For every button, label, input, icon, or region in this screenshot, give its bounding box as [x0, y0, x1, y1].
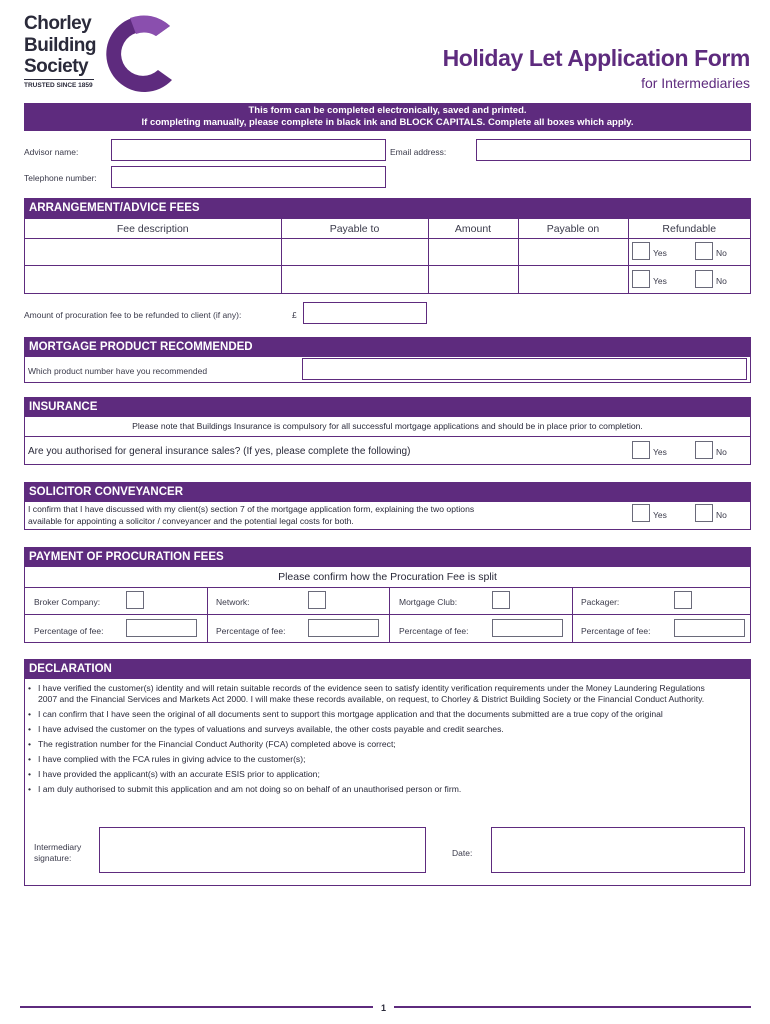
mortgage-club-checkbox[interactable] — [492, 591, 510, 609]
solicitor-yes-label: Yes — [653, 510, 667, 520]
network-percentage-input[interactable] — [308, 619, 379, 637]
list-item: • I am duly authorised to submit this application and am not doing so on behalf of an unauthorised person or firm. — [25, 784, 710, 795]
list-item: • I have provided the applicant(s) with an accurate ESIS prior to application; — [25, 769, 710, 780]
network-label: Network: — [216, 597, 250, 607]
club-percentage-input[interactable] — [492, 619, 563, 637]
amount-input[interactable] — [428, 266, 518, 293]
signature-label-line2: signature: — [34, 853, 72, 863]
advisor-name-label: Advisor name: — [24, 147, 79, 157]
signature-input[interactable] — [99, 827, 426, 873]
refundable-no-label: No — [716, 276, 727, 286]
procuration-refund-input[interactable] — [303, 302, 427, 324]
fees-col-payable-on: Payable on — [518, 219, 628, 239]
insurance-no-checkbox[interactable] — [695, 441, 713, 459]
solicitor-line1: I confirm that I have discussed with my client(s) section 7 of the mortgage application form, explaining the two options — [28, 504, 475, 514]
refundable-yes-checkbox[interactable] — [632, 270, 650, 288]
brand-name-line1: Chorley — [24, 13, 92, 34]
declaration-list — [25, 679, 750, 795]
club-percentage-label: Percentage of fee: — [399, 626, 469, 636]
procuration-refund-label: Amount of procuration fee to be refunded to client (if any): — [24, 310, 242, 320]
refundable-yes-checkbox[interactable] — [632, 242, 650, 260]
advisor-name-input[interactable] — [111, 139, 386, 161]
page-number: 1 — [381, 1003, 387, 1013]
email-address-label: Email address: — [390, 147, 447, 157]
signature-label-line1: Intermediary — [34, 842, 82, 852]
payable-on-input[interactable] — [518, 239, 628, 266]
fees-section-title: ARRANGEMENT/ADVICE FEES — [25, 199, 750, 218]
payment-col-divider — [572, 587, 573, 643]
brand-tagline: TRUSTED SINCE 1859 — [24, 82, 93, 89]
fee-description-input[interactable] — [25, 266, 281, 293]
fees-col-description: Fee description — [25, 219, 281, 239]
declaration-section-title: DECLARATION — [25, 660, 750, 679]
solicitor-no-checkbox[interactable] — [695, 504, 713, 522]
solicitor-line2: available for appointing a solicitor / conveyancer and the potential legal costs for both. — [28, 516, 354, 526]
network-checkbox[interactable] — [308, 591, 326, 609]
payment-row-divider — [24, 614, 751, 615]
page-subtitle: for Intermediaries — [641, 75, 750, 91]
telephone-input[interactable] — [111, 166, 386, 188]
currency-symbol: £ — [292, 310, 297, 320]
fees-col-refundable: Refundable — [628, 219, 750, 239]
brand-divider — [24, 79, 94, 80]
intro-line1: This form can be completed electronically, saved and printed. — [248, 105, 527, 116]
insurance-note: Please note that Buildings Insurance is compulsory for all successful mortgage applications and should be in place prior to completion. — [25, 417, 750, 437]
date-input[interactable] — [491, 827, 745, 873]
broker-company-label: Broker Company: — [34, 597, 101, 607]
mortgage-section-title: MORTGAGE PRODUCT RECOMMENDED — [25, 338, 750, 357]
amount-input[interactable] — [428, 239, 518, 266]
telephone-label: Telephone number: — [24, 173, 97, 183]
packager-percentage-label: Percentage of fee: — [581, 626, 651, 636]
product-number-input[interactable] — [302, 358, 747, 380]
payable-to-input[interactable] — [281, 266, 428, 293]
payable-on-input[interactable] — [518, 266, 628, 293]
insurance-section-title: INSURANCE — [25, 398, 750, 417]
intro-line2: If completing manually, please complete in black ink and BLOCK CAPITALS. Complete all boxes which apply. — [141, 117, 634, 128]
fee-description-input[interactable] — [25, 239, 281, 266]
brand-logo — [24, 14, 194, 94]
list-item: • I have verified the customer(s) identity and will retain suitable records of the evidence seen to satisfy identity verification requirements under the Money Laundering Regulations 2007 and the Financial Services and Markets Act 2000. I will make these records available, on request, to Chorley & District Building Society or the Financial Conduct Authority. — [25, 683, 710, 706]
fees-col-amount: Amount — [428, 219, 518, 239]
refundable-no-checkbox[interactable] — [695, 242, 713, 260]
product-number-label: Which product number have you recommended — [28, 366, 208, 376]
packager-checkbox[interactable] — [674, 591, 692, 609]
mortgage-club-label: Mortgage Club: — [399, 597, 458, 607]
intro-banner — [24, 103, 751, 131]
date-label: Date: — [452, 848, 473, 858]
refundable-yes-label: Yes — [653, 248, 667, 258]
refundable-no-checkbox[interactable] — [695, 270, 713, 288]
payment-col-divider — [389, 587, 390, 643]
insurance-question: Are you authorised for general insurance sales? (If yes, please complete the following) — [28, 446, 411, 457]
payable-to-input[interactable] — [281, 239, 428, 266]
refundable-no-label: No — [716, 248, 727, 258]
footer-rule-right — [394, 1006, 751, 1008]
list-item: • I have advised the customer on the types of valuations and surveys available, the other costs payable and credit searches. — [25, 724, 710, 735]
solicitor-yes-checkbox[interactable] — [632, 504, 650, 522]
broker-percentage-input[interactable] — [126, 619, 197, 637]
list-item: • I have complied with the FCA rules in giving advice to the customer(s); — [25, 754, 710, 765]
list-item: • I can confirm that I have seen the original of all documents sent to support this mortgage application and that the documents submitted are a true copy of the original — [25, 709, 710, 720]
payment-subtitle: Please confirm how the Procuration Fee is split — [25, 567, 750, 588]
crescent-logo-icon — [100, 12, 190, 96]
broker-percentage-label: Percentage of fee: — [34, 626, 104, 636]
payment-col-divider — [207, 587, 208, 643]
list-item: • The registration number for the Financial Conduct Authority (FCA) completed above is correct; — [25, 739, 710, 750]
brand-name-line2: Building — [24, 35, 96, 56]
insurance-no-label: No — [716, 447, 727, 457]
solicitor-text — [28, 503, 474, 527]
footer-rule-left — [20, 1006, 373, 1008]
refundable-yes-label: Yes — [653, 276, 667, 286]
packager-label: Packager: — [581, 597, 620, 607]
insurance-yes-label: Yes — [653, 447, 667, 457]
brand-name-line3: Society — [24, 56, 89, 77]
solicitor-no-label: No — [716, 510, 727, 520]
payment-section-title: PAYMENT OF PROCURATION FEES — [25, 548, 750, 567]
email-address-input[interactable] — [476, 139, 751, 161]
insurance-yes-checkbox[interactable] — [632, 441, 650, 459]
signature-label — [34, 842, 81, 864]
network-percentage-label: Percentage of fee: — [216, 626, 286, 636]
packager-percentage-input[interactable] — [674, 619, 745, 637]
broker-company-checkbox[interactable] — [126, 591, 144, 609]
solicitor-section-title: SOLICITOR CONVEYANCER — [25, 483, 750, 502]
page-title: Holiday Let Application Form — [442, 45, 750, 71]
fees-col-payable-to: Payable to — [281, 219, 428, 239]
